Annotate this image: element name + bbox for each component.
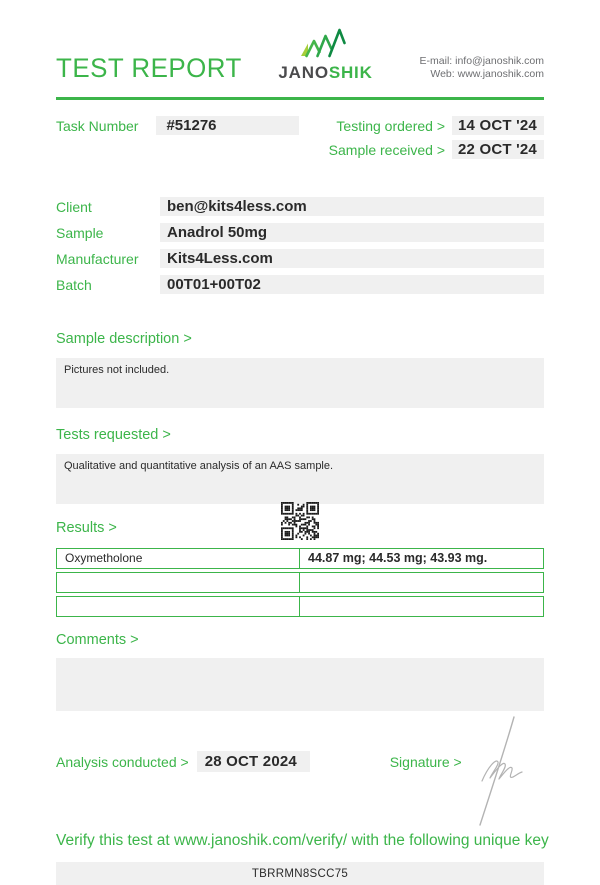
results-heading: Results > [56,520,117,536]
qr-code [281,502,319,540]
logo-wordmark [278,63,372,83]
batch-label: Batch [56,276,92,293]
logo-text-shik: SHIK [328,63,373,82]
info-row-manufacturer [56,249,544,268]
testing-ordered-row [329,116,544,135]
table-row [56,596,544,617]
comments-heading: Comments > [56,632,139,648]
email-label: E-mail: [419,55,453,67]
report-header [56,28,544,83]
contact-web-line [420,68,544,81]
page-title: TEST REPORT [56,53,242,83]
sample-received-date: 22 OCT '24 [452,140,544,159]
sample-received-label: Sample received > [328,141,445,158]
analysis-date: 28 OCT 2024 [197,751,310,772]
client-label: Client [56,198,92,215]
analysis-conducted-label: Analysis conducted > [56,753,189,770]
web-label: Web: [430,68,455,80]
web-value: www.janoshik.com [457,68,544,80]
report-content [0,28,600,885]
batch-value: 00T01+00T02 [160,275,544,294]
results-table [56,548,544,617]
table-row [56,548,544,569]
client-value: ben@kits4less.com [160,197,544,216]
result-analyte: Oxymetholone [57,549,300,568]
dates-group [329,116,544,164]
header-divider [56,97,544,100]
comments-section [56,632,544,711]
result-value: 44.87 mg; 44.53 mg; 43.93 mg. [308,551,488,565]
email-value: info@janoshik.com [455,55,544,67]
contact-email-line [420,55,544,68]
result-value [300,597,543,616]
result-analyte [57,597,300,616]
info-row-client [56,197,544,216]
task-number-label: Task Number [56,117,139,134]
result-analyte [57,573,300,592]
info-row-sample [56,223,544,242]
testing-ordered-date: 14 OCT '24 [452,116,544,135]
sample-description-section [56,331,544,408]
tests-requested-section [56,427,544,504]
sample-info [56,197,544,294]
task-number-group [56,116,299,135]
janoshik-logo [278,28,372,83]
info-row-batch [56,275,544,294]
contact-info [420,55,544,83]
tests-requested-heading: Tests requested > [56,427,171,443]
verify-message: Verify this test at www.janoshik.com/verify/ with the following unique key [56,832,549,849]
task-number-value: #51276 [156,116,299,135]
table-row [56,572,544,593]
sample-description-heading: Sample description > [56,331,192,347]
growth-chart-icon [299,28,353,63]
task-row [56,116,544,164]
analysis-signature-row [56,751,544,772]
sample-received-row [329,140,544,159]
result-value [300,573,543,592]
signature-scribble [468,714,526,828]
manufacturer-label: Manufacturer [56,250,139,267]
testing-ordered-label: Testing ordered > [336,117,445,134]
results-section [56,504,544,617]
signature-label: Signature > [389,753,462,770]
logo-text-jano: JANO [278,63,329,82]
manufacturer-value: Kits4Less.com [160,249,544,268]
unique-key: TBRRMN8SCC75 [56,862,544,885]
comments-box [56,658,544,711]
sample-description-box: Pictures not included. [56,358,544,408]
tests-requested-box: Qualitative and quantitative analysis of an AAS sample. [56,454,544,504]
sample-label: Sample [56,224,104,241]
sample-value: Anadrol 50mg [160,223,544,242]
